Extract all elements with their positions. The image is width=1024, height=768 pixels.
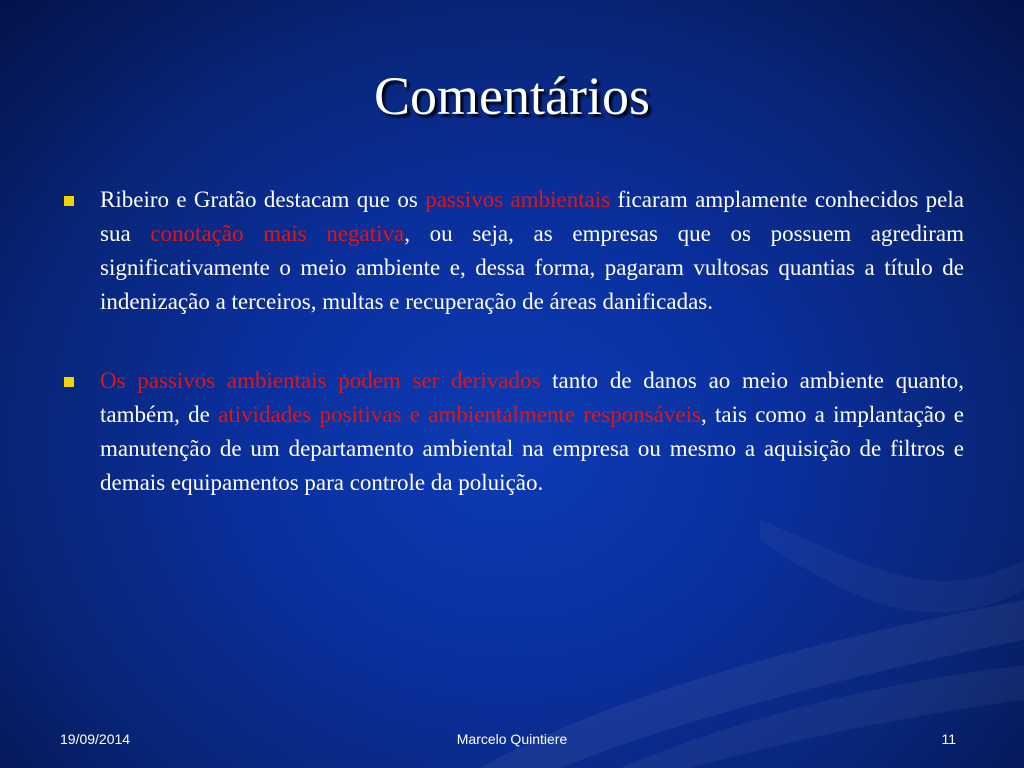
square-bullet-icon [64, 377, 74, 387]
footer-author: Marcelo Quintiere [456, 731, 568, 747]
page-number: 11 [941, 731, 956, 747]
highlighted-text: passivos ambientais [425, 187, 611, 212]
bullet-text-segment: , ou seja, as empresas que os possuem agrediram significativamente o meio ambiente e, dessa forma, pagaram vultosas quantias a título de indenização a terceiros, multas e recuperação de áreas danificadas. [100, 221, 964, 314]
bullet-text-segment: , tais como a implantação e manutenção de um departamento ambiental na empresa ou mesmo a aquisição de filtros e demais equipamentos para controle da poluição. [100, 402, 965, 495]
bullet-list [60, 183, 964, 500]
highlighted-text: Os passivos ambientais podem ser derivados [100, 368, 541, 393]
footer-date: 19/09/2014 [60, 731, 131, 747]
highlighted-text: atividades positivas e ambientalmente responsáveis [218, 402, 701, 427]
slide-title: Comentários [374, 66, 650, 126]
bullet-text-segment: tanto de danos ao meio ambiente quanto, também, de [100, 368, 965, 427]
bullet-item [60, 364, 964, 500]
highlighted-text: conotação mais negativa [150, 221, 405, 246]
square-bullet-icon [64, 196, 74, 206]
bullet-text-segment: ficaram amplamente conhecidos pela sua [100, 187, 964, 246]
bullet-text-segment: Ribeiro e Gratão destacam que os [100, 187, 426, 212]
bullet-item [60, 183, 964, 319]
